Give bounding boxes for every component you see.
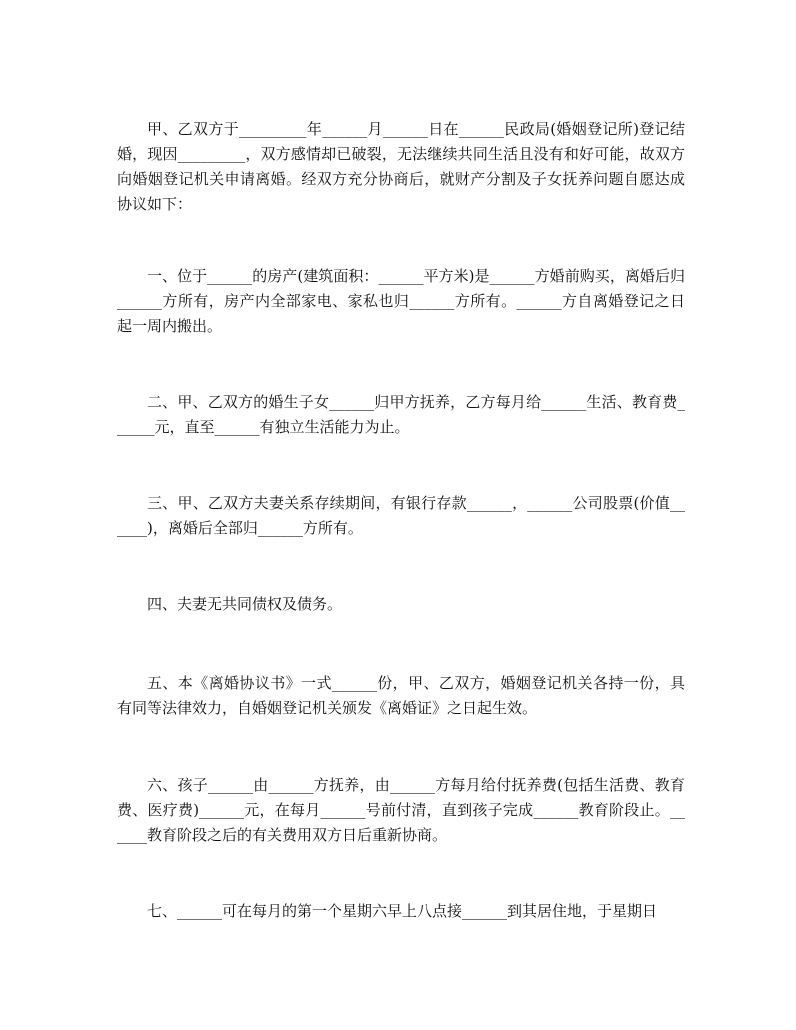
clause-4-debts: 四、夫妻无共同债权及债务。 xyxy=(147,595,343,613)
clause-2-child-custody: 二、甲、乙双方的婚生子女______归甲方抚养，乙方每月给______生活、教育费______元，直至______有独立生活能力为止。 xyxy=(117,393,685,436)
clause-1-property: 一、位于______的房产(建筑面积：______平方米)是______方婚前购买，离婚后归______方所有，房产内全部家电、家私也归______方所有。______方自离婚登记之日起一周内搬出。 xyxy=(117,267,685,335)
clause-3-savings-stocks: 三、甲、乙双方夫妻关系存续期间，有银行存款______，______公司股票(价值______)，离婚后全部归______方所有。 xyxy=(117,494,685,537)
clause-6-child-support: 六、孩子______由______方抚养，由______方每月给付抚养费(包括生活费、教育费、医疗费)______元，在每月______号前付清，直到孩子完成______教育阶段止。______教育阶段之后的有关费用双方日后重新协商。 xyxy=(117,776,685,844)
clause-7-visitation: 七、______可在每月的第一个星期六早上八点接______到其居住地，于星期日 xyxy=(147,902,658,920)
clause-5-copies: 五、本《离婚协议书》一式______份，甲、乙双方，婚姻登记机关各持一份，具有同等法律效力，自婚姻登记机关颁发《离婚证》之日起生效。 xyxy=(117,674,685,717)
intro-paragraph: 甲、乙双方于_________年______月______日在______民政局(婚姻登记所)登记结婚，现因_________，双方感情却已破裂，无法继续共同生活且没有和好可能，故双方向婚姻登记机关申请离婚。经双方充分协商后，就财产分割及子女抚养问题自愿达成协议如下： xyxy=(117,120,685,213)
